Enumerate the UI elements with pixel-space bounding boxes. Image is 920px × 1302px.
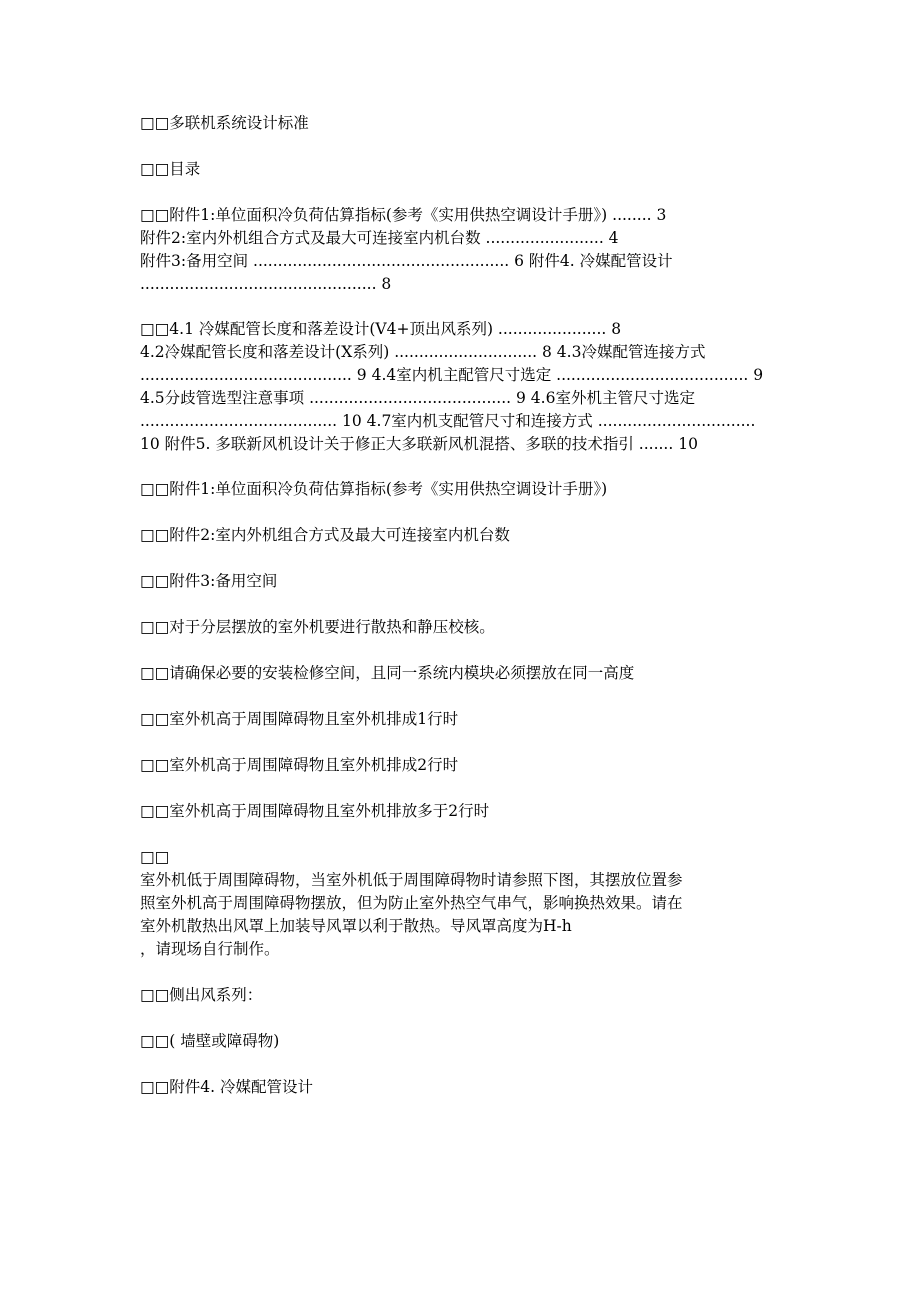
toc-block-1 [140, 204, 780, 296]
document-title: □□多联机系统设计标准 [140, 114, 309, 132]
body-text: □□室外机高于周围障碍物且室外机排放多于2行时 [140, 802, 490, 820]
toc-entry[interactable]: 附件2:室内外机组合方式及最大可连接室内机台数 ........................ 4 [140, 229, 619, 247]
body-text: □□室外机高于周围障碍物且室外机排成1行时 [140, 710, 459, 728]
toc-entry[interactable]: ........................................ 10 4.7室内机支配管尺寸和连接方式 ................................ [140, 412, 756, 430]
section-heading: □□附件4. 冷媒配管设计 [140, 1078, 314, 1096]
body-text: □□对于分层摆放的室外机要进行散热和静压校核。 [140, 618, 495, 636]
toc-entry[interactable]: 4.5分歧管选型注意事项 ......................................... 9 4.6室外机主管尺寸选定 [140, 389, 695, 407]
document-page [140, 112, 780, 1122]
section-heading: □□附件3:备用空间 [140, 572, 278, 590]
toc-entry[interactable]: 附件3:备用空间 .................................................... 6 附件4. 冷媒配管设计 [140, 252, 673, 270]
section-heading: □□附件1:单位面积冷负荷估算指标(参考《实用供热空调设计手册》) [140, 480, 608, 498]
toc-heading: □□目录 [140, 160, 201, 178]
body-text: □□( 墙壁或障碍物) [140, 1032, 280, 1050]
toc-entry[interactable]: □□附件1:单位面积冷负荷估算指标(参考《实用供热空调设计手册》) ........ 3 [140, 206, 667, 224]
toc-entry[interactable]: 4.2冷媒配管长度和落差设计(X系列) ............................. 8 4.3冷媒配管连接方式 [140, 343, 706, 361]
paragraph-line: 照室外机高于周围障碍物摆放，但为防止室外热空气串气，影响换热效果。请在 [140, 894, 683, 912]
body-text: □□请确保必要的安装检修空间，且同一系统内模块必须摆放在同一高度 [140, 664, 635, 682]
toc-entry[interactable]: 10 附件5. 多联新风机设计关于修正大多联新风机混搭、多联的技术指引 ....... 10 [140, 435, 698, 453]
toc-block-2 [140, 318, 780, 456]
body-paragraph [140, 846, 780, 961]
paragraph-line: 室外机低于周围障碍物，当室外机低于周围障碍物时请参照下图，其摆放位置参 [140, 871, 683, 889]
section-heading: □□附件2:室内外机组合方式及最大可连接室内机台数 [140, 526, 510, 544]
toc-entry[interactable]: ................................................ 8 [140, 275, 392, 293]
placeholder-boxes: □□ [140, 848, 170, 866]
body-text: □□室外机高于周围障碍物且室外机排成2行时 [140, 756, 459, 774]
toc-entry[interactable]: ........................................... 9 4.4室内机主配管尺寸选定 ....................................... 9 [140, 366, 764, 384]
toc-entry[interactable]: □□4.1 冷媒配管长度和落差设计(V4+顶出风系列) ...................... 8 [140, 320, 622, 338]
paragraph-line: 室外机散热出风罩上加装导风罩以利于散热。导风罩高度为H-h [140, 917, 572, 935]
section-heading: □□侧出风系列： [140, 986, 263, 1004]
paragraph-line: ，请现场自行制作。 [140, 940, 280, 958]
